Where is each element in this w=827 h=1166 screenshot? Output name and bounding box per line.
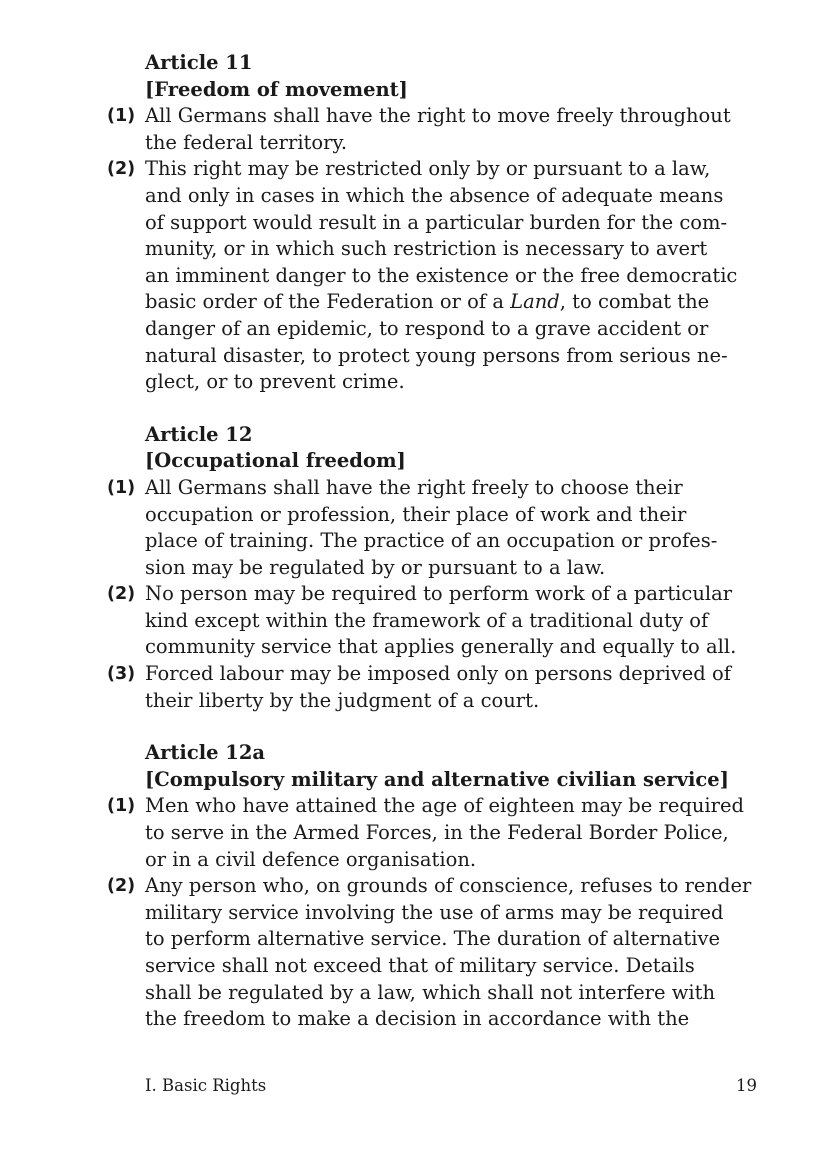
text-line: an imminent danger to the existence or the free democratic — [145, 263, 738, 287]
text-line: occupation or profession, their place of work and their — [145, 502, 687, 526]
paragraph — [107, 103, 767, 156]
paragraph-text — [145, 475, 717, 581]
text-line: and only in cases in which the absence of adequate means — [145, 183, 724, 207]
paragraph — [107, 661, 767, 714]
text-line: or in a civil defence organisation. — [145, 847, 477, 871]
text-line: their liberty by the judgment of a court. — [145, 688, 540, 712]
article-subtitle: [Occupational freedom] — [145, 449, 406, 473]
page-footer — [145, 1076, 757, 1095]
text-line: to perform alternative service. The duration of alternative — [145, 927, 721, 951]
text-line: sion may be regulated by or pursuant to a law. — [145, 555, 606, 579]
text-line: of support would result in a particular burden for the com- — [145, 210, 728, 234]
paragraph — [107, 156, 767, 395]
text-line: basic order of the Federation or of a Land, to combat the — [145, 290, 710, 314]
text-line: All Germans shall have the right to move freely throughout — [145, 104, 731, 128]
article-section — [107, 422, 767, 715]
article-subtitle: [Compulsory military and alternative civilian service] — [145, 767, 729, 791]
paragraph-number: (2) — [107, 159, 136, 180]
paragraph-text — [145, 156, 737, 395]
article-title: Article 12a — [145, 741, 266, 765]
text-line: the freedom to make a decision in accordance with the — [145, 1007, 690, 1031]
text-line: kind except within the framework of a traditional duty of — [145, 608, 709, 632]
text-line: No person may be required to perform work of a particular — [145, 582, 733, 606]
paragraph — [107, 475, 767, 581]
paragraph-number: (1) — [107, 796, 136, 817]
paragraph — [107, 793, 767, 873]
text-line: the federal territory. — [145, 130, 348, 154]
article-section — [107, 50, 767, 396]
paragraph-number: (1) — [107, 106, 136, 127]
text-line: All Germans shall have the right freely to choose their — [145, 475, 683, 499]
text-line: military service involving the use of arms may be required — [145, 900, 724, 924]
paragraph-text — [145, 103, 731, 156]
paragraph — [107, 873, 767, 1033]
paragraph-text — [145, 661, 731, 714]
text-line: to serve in the Armed Forces, in the Federal Border Police, — [145, 821, 729, 845]
text-line: danger of an epidemic, to respond to a grave accident or — [145, 316, 709, 340]
paragraph-number: (2) — [107, 876, 136, 897]
article-section — [107, 740, 767, 1033]
footer-section-title: I. Basic Rights — [145, 1076, 267, 1095]
paragraph-number: (3) — [107, 664, 136, 685]
paragraph — [107, 581, 767, 661]
paragraph-number: (1) — [107, 477, 136, 498]
paragraph-text — [145, 581, 736, 661]
article-title: Article 11 — [145, 51, 253, 74]
text-line: Any person who, on grounds of conscience, refuses to render — [145, 874, 752, 898]
text-line: This right may be restricted only by or pursuant to a law, — [145, 157, 711, 181]
paragraph-text — [145, 873, 751, 1033]
page-number: 19 — [736, 1076, 757, 1095]
paragraph-number: (2) — [107, 584, 136, 605]
article-subtitle: [Freedom of movement] — [145, 77, 408, 101]
text-line: shall be regulated by a law, which shall not interfere with — [145, 980, 716, 1004]
text-line: natural disaster, to protect young persons from serious ne- — [145, 343, 728, 367]
page-body — [107, 50, 767, 1059]
text-line: place of training. The practice of an occupation or profes- — [145, 529, 718, 553]
text-line: munity, or in which such restriction is necessary to avert — [145, 237, 708, 261]
text-line: glect, or to prevent crime. — [145, 370, 405, 394]
paragraph-text — [145, 793, 744, 873]
text-line: Forced labour may be imposed only on persons deprived of — [145, 662, 731, 686]
text-line: Men who have attained the age of eighteen may be required — [145, 794, 744, 818]
text-line: service shall not exceed that of military service. Details — [145, 954, 695, 977]
text-line: community service that applies generally and equally to all. — [145, 635, 737, 659]
article-title: Article 12 — [145, 422, 253, 446]
